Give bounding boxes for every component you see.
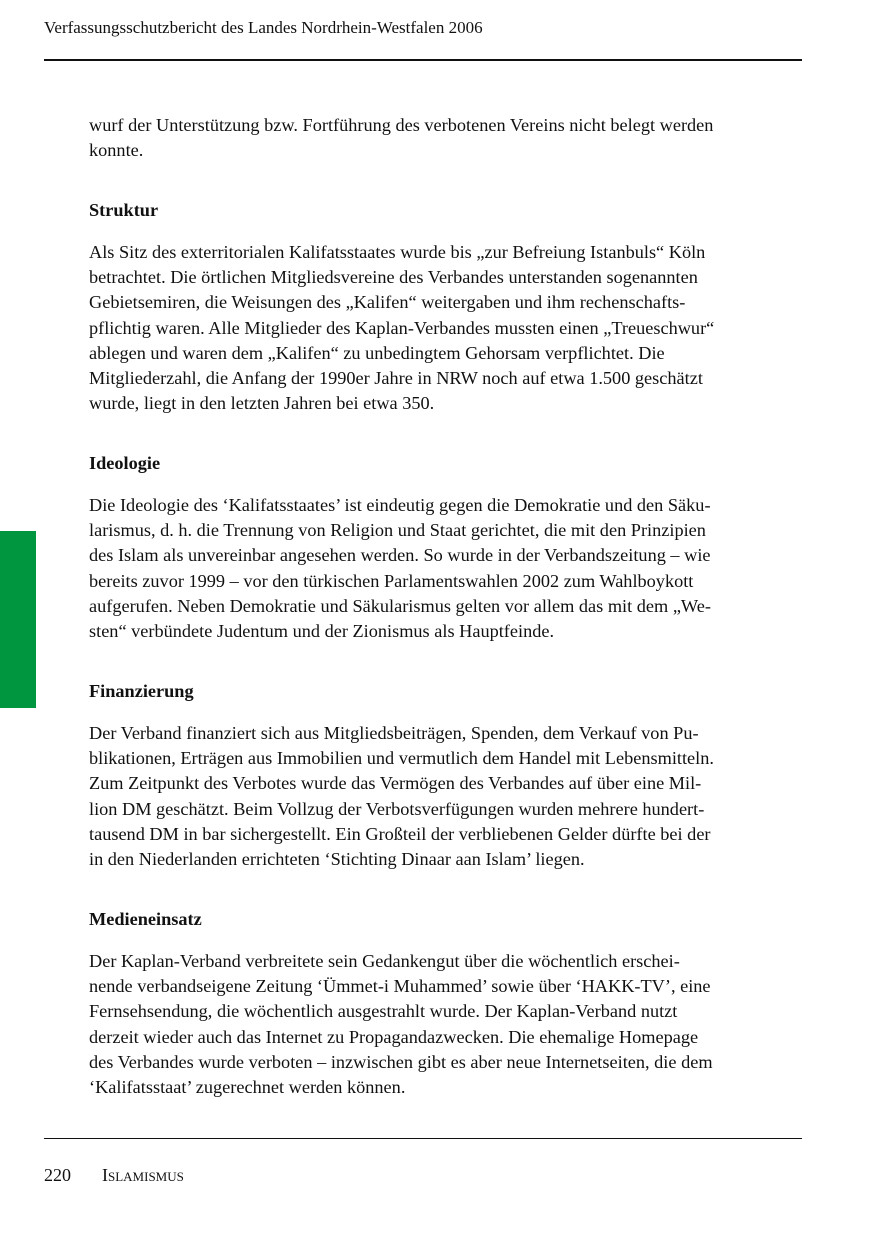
text-line: Gebietsemiren, die Weisungen des „Kalifen“ weitergaben und ihm rechenschafts-	[89, 292, 686, 313]
text-line: Der Kaplan-Verband verbreitete sein Gedankengut über die wöchentlich erschei-	[89, 951, 680, 971]
text-line: Der Verband finanziert sich aus Mitgliedsbeiträgen, Spenden, dem Verkauf von Pu-	[89, 723, 699, 743]
section-heading-finanzierung: Finanzierung	[89, 681, 194, 701]
intro-paragraph	[89, 113, 802, 163]
text-line: derzeit wieder auch das Internet zu Propagandazwecken. Die ehemalige Homepage	[89, 1026, 699, 1047]
footer-section-name: Islamismus	[102, 1165, 184, 1185]
text-line: lion DM geschätzt. Beim Vollzug der Verbotsverfügungen wurden mehrere hundert-	[89, 798, 705, 819]
section-heading-struktur: Struktur	[89, 200, 159, 220]
text-line: konnte.	[89, 140, 144, 161]
text-line: blikationen, Erträgen aus Immobilien und vermutlich dem Handel mit Lebensmitteln.	[89, 748, 714, 769]
section-heading-medieneinsatz: Medieneinsatz	[89, 909, 202, 929]
running-header: Verfassungsschutzbericht des Landes Nordrhein-Westfalen 2006	[44, 18, 483, 37]
text-line: Die Ideologie des ‘Kalifatsstaates’ ist eindeutig gegen die Demokratie und den Säku-	[89, 495, 711, 515]
text-line: wurf der Unterstützung bzw. Fortführung des verbotenen Vereins nicht belegt werden	[89, 115, 714, 135]
text-line: Mitgliederzahl, die Anfang der 1990er Jahre in NRW noch auf etwa 1.500 geschätzt	[89, 368, 703, 389]
text-line: Fernsehsendung, die wöchentlich ausgestrahlt wurde. Der Kaplan-Verband nutzt	[89, 1001, 678, 1022]
text-line: ‘Kalifatsstaat’ zugerechnet werden können.	[89, 1077, 406, 1098]
text-line: bereits zuvor 1999 – vor den türkischen Parlamentswahlen 2002 zum Wahlboykott	[89, 570, 694, 591]
text-line: Zum Zeitpunkt des Verbotes wurde das Vermögen des Verbandes auf über eine Mil-	[89, 773, 702, 794]
section-heading-ideologie: Ideologie	[89, 453, 161, 473]
text-line: betrachtet. Die örtlichen Mitgliedsvereine des Verbandes unterstanden sogenannten	[89, 267, 698, 288]
section-paragraph-struktur	[89, 240, 802, 416]
text-line: sten“ verbündete Judentum und der Zionismus als Hauptfeinde.	[89, 621, 555, 642]
text-line: larismus, d. h. die Trennung von Religion und Staat gerichtet, die mit den Prinzipien	[89, 520, 706, 541]
text-line: des Islam als unvereinbar angesehen werden. So wurde in der Verbandszeitung – wie	[89, 545, 711, 566]
page-number: 220	[44, 1165, 71, 1185]
header-rule	[44, 59, 802, 61]
footer-rule	[44, 1138, 802, 1139]
text-line: in den Niederlanden errichteten ‘Stichting Dinaar aan Islam’ liegen.	[89, 849, 585, 870]
text-line: des Verbandes wurde verboten – inzwischen gibt es aber neue Internetseiten, die dem	[89, 1051, 713, 1072]
text-line: wurde, liegt in den letzten Jahren bei etwa 350.	[89, 393, 435, 414]
text-line: ablegen und waren dem „Kalifen“ zu unbedingtem Gehorsam verpflichtet. Die	[89, 342, 665, 363]
section-paragraph-finanzierung	[89, 721, 802, 872]
text-line: aufgerufen. Neben Demokratie und Säkularismus gelten vor allem das mit dem „We-	[89, 595, 711, 616]
text-line: tausend DM in bar sichergestellt. Ein Großteil der verbliebenen Gelder dürfte bei der	[89, 823, 711, 844]
section-paragraph-ideologie	[89, 493, 802, 644]
section-paragraph-medieneinsatz	[89, 949, 802, 1100]
text-line: pflichtig waren. Alle Mitglieder des Kaplan-Verbandes mussten einen „Treueschwur“	[89, 317, 715, 338]
chapter-side-tab	[0, 531, 36, 708]
text-line: Als Sitz des exterritorialen Kalifatsstaates wurde bis „zur Befreiung Istanbuls“ Köln	[89, 242, 706, 262]
text-line: nende verbandseigene Zeitung ‘Ümmet-i Muhammed’ sowie über ‘HAKK-TV’, eine	[89, 976, 711, 997]
